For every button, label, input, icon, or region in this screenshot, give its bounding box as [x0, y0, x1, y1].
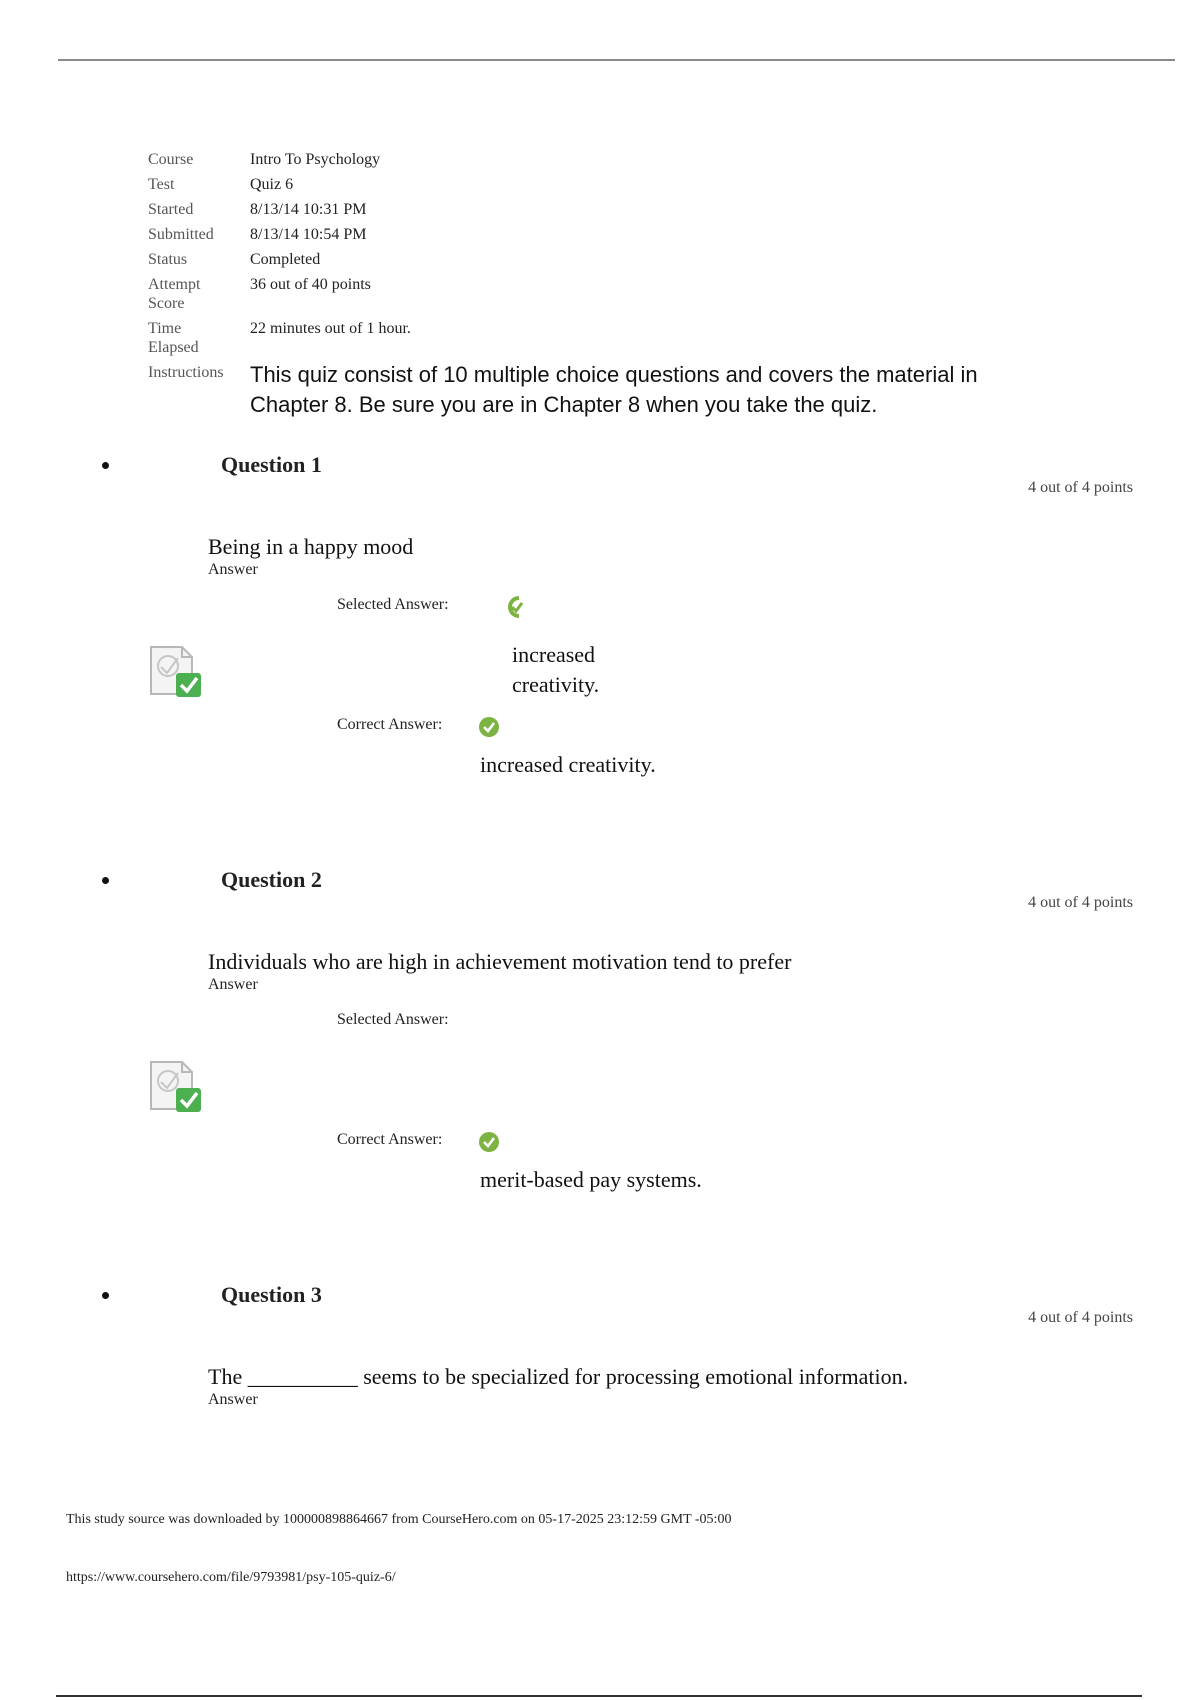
status-label: Status — [148, 251, 188, 268]
bullet-dot — [102, 1292, 109, 1299]
started-label: Started — [148, 201, 194, 218]
answer-label: Answer — [208, 561, 258, 578]
time-label-line-1: Time — [148, 320, 182, 337]
bullet-dot — [102, 877, 109, 884]
instructions-row — [148, 363, 1040, 420]
answer-label: Answer — [208, 976, 258, 993]
course-row — [148, 150, 1040, 175]
question-title: Question 3 — [221, 1282, 322, 1307]
selected-check-icon — [508, 596, 530, 618]
started-row — [148, 200, 1040, 225]
attempt-details — [148, 150, 1040, 420]
test-label: Test — [148, 176, 175, 193]
question-title: Question 2 — [221, 867, 322, 892]
selected-answer-label: Selected Answer: — [337, 1011, 449, 1028]
score-row — [148, 275, 1040, 319]
graded-document-icon — [148, 1059, 204, 1115]
selected-answer-label: Selected Answer: — [337, 596, 449, 613]
answer-label: Answer — [208, 1391, 258, 1408]
submitted-label: Submitted — [148, 226, 214, 243]
test-value: Quiz 6 — [250, 176, 294, 193]
correct-check-icon — [478, 716, 500, 738]
download-notice: This study source was downloaded by 100000898864667 from CourseHero.com on 05-17-2025 23:12:59 GMT -05:00 — [66, 1512, 732, 1527]
graded-document-icon — [148, 644, 204, 700]
score-value: 36 out of 40 points — [250, 276, 371, 293]
test-row — [148, 175, 1040, 200]
bullet-dot — [102, 462, 109, 469]
question-points: 4 out of 4 points — [1028, 1309, 1133, 1326]
score-label-line-2: Score — [148, 295, 185, 312]
correct-answer-value: merit-based pay systems. — [480, 1167, 702, 1192]
question-text: The __________ seems to be specialized for processing emotional information. — [208, 1364, 909, 1389]
score-label-line-1: Attempt — [148, 276, 201, 293]
correct-answer-value: increased creativity. — [480, 752, 656, 777]
question-points: 4 out of 4 points — [1028, 479, 1133, 496]
score-label — [148, 275, 250, 319]
status-row — [148, 250, 1040, 275]
time-row — [148, 319, 1040, 363]
bottom-divider — [56, 1695, 1142, 1697]
question-text: Being in a happy mood — [208, 534, 414, 559]
course-value: Intro To Psychology — [250, 151, 381, 168]
source-url: https://www.coursehero.com/file/9793981/psy-105-quiz-6/ — [66, 1570, 396, 1585]
course-label: Course — [148, 151, 194, 168]
time-label-line-2: Elapsed — [148, 339, 199, 356]
instructions-text: This quiz consist of 10 multiple choice questions and covers the material in Chapter 8. Be sure you are in Chapter 8 when you take the quiz. — [250, 362, 978, 417]
correct-check-icon — [478, 1131, 500, 1153]
question-title: Question 1 — [221, 452, 322, 477]
started-value: 8/13/14 10:31 PM — [250, 201, 367, 218]
submitted-value: 8/13/14 10:54 PM — [250, 226, 367, 243]
top-divider — [58, 59, 1175, 61]
selected-answer-value: increased creativity. — [512, 642, 600, 697]
question-points: 4 out of 4 points — [1028, 894, 1133, 911]
time-label — [148, 319, 250, 363]
time-value: 22 minutes out of 1 hour. — [250, 320, 411, 337]
instructions-label: Instructions — [148, 364, 224, 381]
correct-answer-label: Correct Answer: — [337, 716, 443, 733]
status-value: Completed — [250, 251, 321, 268]
question-text: Individuals who are high in achievement motivation tend to prefer — [208, 949, 792, 974]
submitted-row — [148, 225, 1040, 250]
correct-answer-label: Correct Answer: — [337, 1131, 443, 1148]
